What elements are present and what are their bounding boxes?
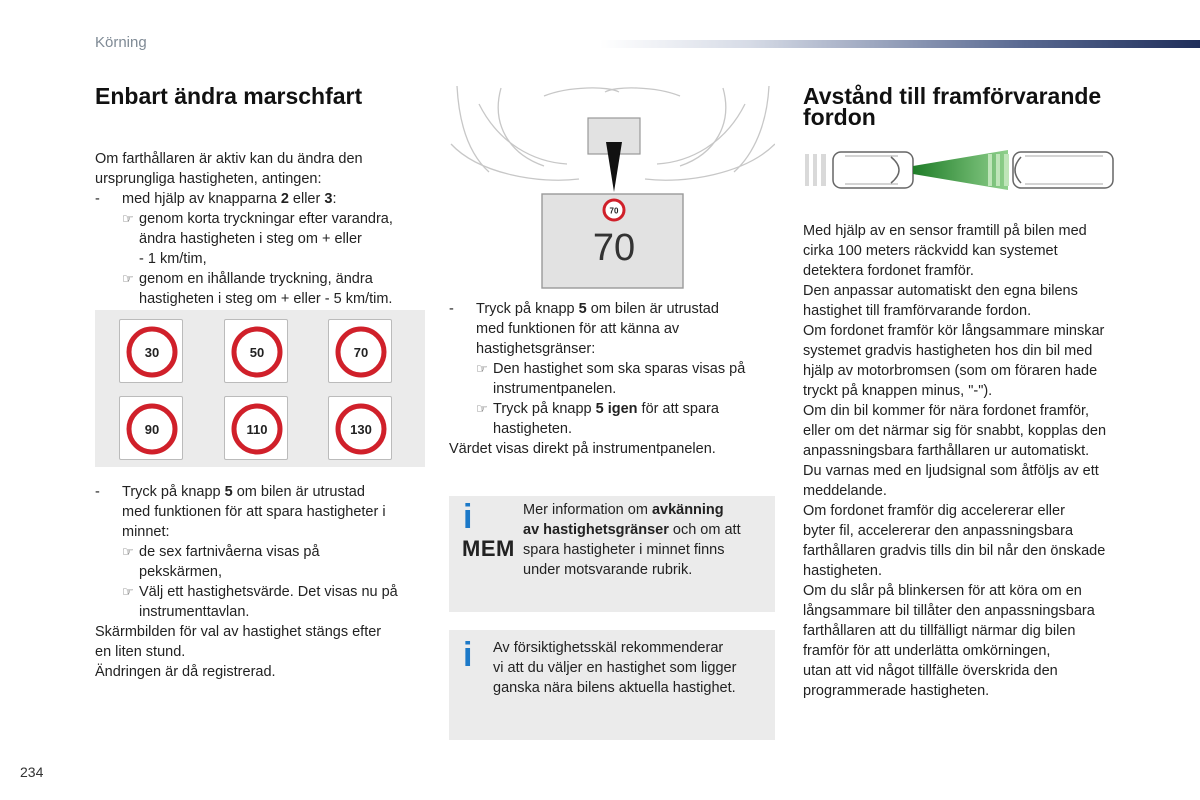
description-line: detektera fordonet framför. <box>803 263 974 279</box>
speed-limit-sign-icon <box>231 326 283 378</box>
description-line: hastighet till framförvarande fordon. <box>803 303 1032 319</box>
buttons-text: med hjälp av knapparna 2 eller 3: <box>122 191 337 207</box>
sub-item: ☞ de sex fartnivåerna visas på <box>122 544 320 560</box>
pointing-hand-icon: ☞ <box>122 211 134 226</box>
sub-item: ☞ Tryck på knapp 5 igen för att spara <box>476 401 719 417</box>
description-line: farthållaren gradvis tills din bil når den önskade <box>803 543 1106 559</box>
memory-info-text: Mer information om avkänning av hastighetsgränser och om att spara hastigheter i minnet finns under motsvarande rubrik. <box>523 502 741 578</box>
page-number: 234 <box>20 764 44 780</box>
display-speed-value: 70 <box>592 227 636 269</box>
instrument-panel-illustration <box>449 84 775 292</box>
description-line: Den anpassar automatiskt den egna bilens <box>803 283 1078 299</box>
svg-text:70: 70 <box>353 345 369 360</box>
save-speed-steps: - Tryck på knapp 5 om bilen är utrustad med funktionen för att spara hastigheter i minnet: ☞ de sex fartnivåerna visas på pekskärmen, ☞ Välj ett hastighetsvärde. Det visas nu på instrumenttavlan. Skärmbilden för val av hastighet stängs efter en liten stund. Ändringen är då registrerad. <box>95 482 425 682</box>
svg-text:30: 30 <box>144 345 160 360</box>
svg-text:110: 110 <box>246 422 268 437</box>
step-item: - Tryck på knapp 5 om bilen är utrustad <box>95 484 365 500</box>
svg-text:90: 90 <box>144 422 160 437</box>
sub-item: ☞ Välj ett hastighetsvärde. Det visas nu på <box>122 584 398 600</box>
description-line: Du varnas med en ljudsignal som åtföljs av ett <box>803 463 1099 479</box>
speed-limit-sign-icon <box>231 403 283 455</box>
pointing-hand-icon: ☞ <box>122 544 134 559</box>
value-note: Värdet visas direkt på instrumentpanelen. <box>449 441 716 457</box>
header-gradient-bar <box>600 40 1200 48</box>
speed-sign-button[interactable] <box>119 319 183 383</box>
info-icon: i <box>463 636 473 674</box>
caution-info-text: Av försiktighetsskäl rekommenderar vi att du väljer en hastighet som ligger ganska nära bilens aktuella hastighet. <box>493 640 737 696</box>
description-line: hjälp av motorbromsen (som om föraren hade <box>803 363 1098 379</box>
vehicle-distance-illustration <box>803 145 1128 195</box>
description-line: eller om det närmar sig för snabbt, kopplas den <box>803 423 1107 439</box>
description-line: anpassningsbara farthållaren ur automatiskt. <box>803 443 1090 459</box>
short-press-item: ☞ genom korta tryckningar efter varandra, <box>122 211 393 227</box>
pointing-hand-icon: ☞ <box>122 271 134 286</box>
step-item: - Tryck på knapp 5 om bilen är utrustad <box>449 301 719 317</box>
detect-speed-steps: - Tryck på knapp 5 om bilen är utrustad med funktionen för att känna av hastighetsgränser: ☞ Den hastighet som ska sparas visas på instrumentpanelen. ☞ Tryck på knapp 5 igen för att spara hastigheten. Värdet visas direkt på instrumentpanelen. <box>449 299 775 459</box>
intro-line: Om farthållaren är aktiv kan du ändra den <box>95 151 363 167</box>
change-speed-intro: Om farthållaren är aktiv kan du ändra den ursprungliga hastigheten, antingen: - med hjälp av knapparna 2 eller 3: ☞ genom korta tryckningar efter varandra, ändra hastigheten i steg om + eller - 1 km/tim, ☞ genom en ihållande tryckning, ändra hastigheten i steg om + eller - 5 km/tim. <box>95 149 425 309</box>
dash-bullet: - <box>95 484 100 500</box>
speed-sign-button[interactable] <box>328 396 392 460</box>
description-line: Om du slår på blinkersen för att köra om en <box>803 583 1082 599</box>
section-title-distance: Avstånd till framförvarande fordon <box>803 83 1102 130</box>
long-press-item: ☞ genom en ihållande tryckning, ändra <box>122 271 373 287</box>
speed-sign-button[interactable] <box>224 396 288 460</box>
sub-item: ☞ Den hastighet som ska sparas visas på <box>476 361 746 377</box>
description-line: framför för att underlätta omkörningen, <box>803 643 1051 659</box>
speed-selection-screen <box>95 310 425 467</box>
svg-text:50: 50 <box>249 345 265 360</box>
distance-description <box>803 221 1143 701</box>
speed-limit-sign-icon <box>126 403 178 455</box>
description-line: systemet gradvis hastigheten hos din bil med <box>803 343 1093 359</box>
buttons-item <box>95 189 425 209</box>
info-icon: i <box>463 498 473 536</box>
description-line: meddelande. <box>803 483 887 499</box>
description-line: hastigheten. <box>803 563 883 579</box>
description-line: cirka 100 meters räckvidd kan systemet <box>803 243 1058 259</box>
description-line: tryckt på knappen minus, "-"). <box>803 383 993 399</box>
description-line: långsammare bil tillåter den anpassningsbara <box>803 603 1095 619</box>
car-sensor-beam-icon <box>803 145 1128 195</box>
speed-limit-sign-icon <box>335 326 387 378</box>
speed-limit-sign-icon <box>335 403 387 455</box>
intro-line: ursprungliga hastigheten, antingen: <box>95 171 322 187</box>
description-line: Om din bil kommer för nära fordonet framför, <box>803 403 1090 419</box>
description-line: Med hjälp av en sensor framtill på bilen med <box>803 223 1087 239</box>
description-line: farthållaren att du tillfälligt närmar dig bilen <box>803 623 1076 639</box>
speed-sign-button[interactable] <box>328 319 392 383</box>
pointing-hand-icon: ☞ <box>476 401 488 416</box>
dash-bullet: - <box>95 191 100 207</box>
mem-label: MEM <box>462 536 515 561</box>
pointing-hand-icon: ☞ <box>122 584 134 599</box>
speed-limit-sign-icon <box>126 326 178 378</box>
section-label: Körning <box>95 34 147 51</box>
description-line: Om fordonet framför dig accelererar eller <box>803 503 1065 519</box>
speed-sign-button[interactable] <box>224 319 288 383</box>
svg-text:130: 130 <box>350 422 372 437</box>
description-line: Om fordonet framför kör långsammare minskar <box>803 323 1105 339</box>
memory-info-box <box>449 496 775 612</box>
section-title-change-speed: Enbart ändra marschfart <box>95 83 363 109</box>
description-line: programmerade hastigheten. <box>803 683 990 699</box>
display-sign-label: 70 <box>609 206 619 216</box>
caution-info-box <box>449 630 775 740</box>
dashboard-icon <box>449 84 775 292</box>
description-line: byter fil, accelererar den anpassningsbara <box>803 523 1074 539</box>
speed-sign-button[interactable] <box>119 396 183 460</box>
dash-bullet: - <box>449 301 454 317</box>
description-line: utan att vid något tillfälle överskrida den <box>803 663 1058 679</box>
pointing-hand-icon: ☞ <box>476 361 488 376</box>
